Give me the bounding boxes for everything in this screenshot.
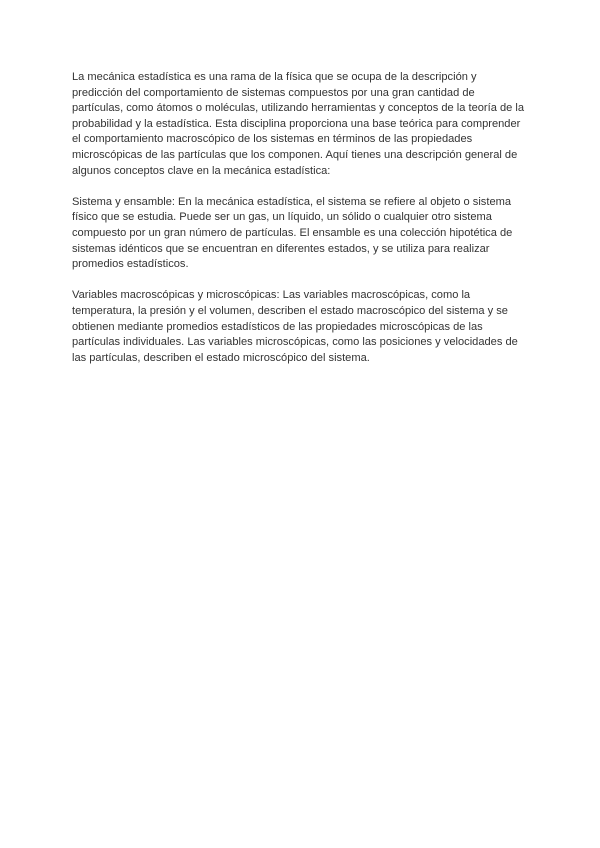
paragraph-variables bbox=[72, 288, 532, 366]
text-line: sistemas idénticos que se encuentran en diferentes estados, y se utiliza para realizar bbox=[72, 242, 490, 255]
text-line: La mecánica estadística es una rama de la física que se ocupa de la descripción y bbox=[72, 71, 477, 83]
text-line: Variables macroscópicas y microscópicas: Las variables macroscópicas, como la bbox=[72, 289, 471, 302]
text-line: obtienen mediante promedios estadísticos de las propiedades microscópicas de las bbox=[72, 320, 483, 333]
paragraph-intro bbox=[72, 70, 532, 179]
document-body bbox=[72, 70, 532, 382]
text-line: probabilidad y la estadística. Esta disciplina proporciona una base teórica para comprender bbox=[72, 117, 521, 130]
text-line: microscópicas de las partículas que los componen. Aquí tienes una descripción general de bbox=[72, 148, 518, 161]
paragraph-system-ensemble bbox=[72, 195, 532, 273]
text-line: Sistema y ensamble: En la mecánica estadística, el sistema se refiere al objeto o sistema bbox=[72, 195, 512, 208]
text-line: algunos conceptos clave en la mecánica estadística: bbox=[72, 164, 331, 177]
text-line: compuesto por un gran número de partículas. El ensamble es una colección hipotética de bbox=[72, 226, 513, 239]
text-line: el comportamiento macroscópico de los sistemas en términos de las propiedades bbox=[72, 133, 473, 146]
text-line: predicción del comportamiento de sistemas compuestos por una gran cantidad de bbox=[72, 86, 475, 99]
text-line: partículas individuales. Las variables microscópicas, como las posiciones y velocidades de bbox=[72, 336, 518, 349]
text-line: temperatura, la presión y el volumen, describen el estado macroscópico del sistema y se bbox=[72, 304, 508, 317]
text-line: las partículas, describen el estado microscópico del sistema. bbox=[72, 351, 370, 364]
text-line: promedios estadísticos. bbox=[72, 258, 189, 271]
text-line: físico que se estudia. Puede ser un gas, un líquido, un sólido o cualquier otro sistema bbox=[72, 211, 492, 224]
text-line: partículas, como átomos o moléculas, utilizando herramientas y conceptos de la teoría de la bbox=[72, 102, 524, 115]
